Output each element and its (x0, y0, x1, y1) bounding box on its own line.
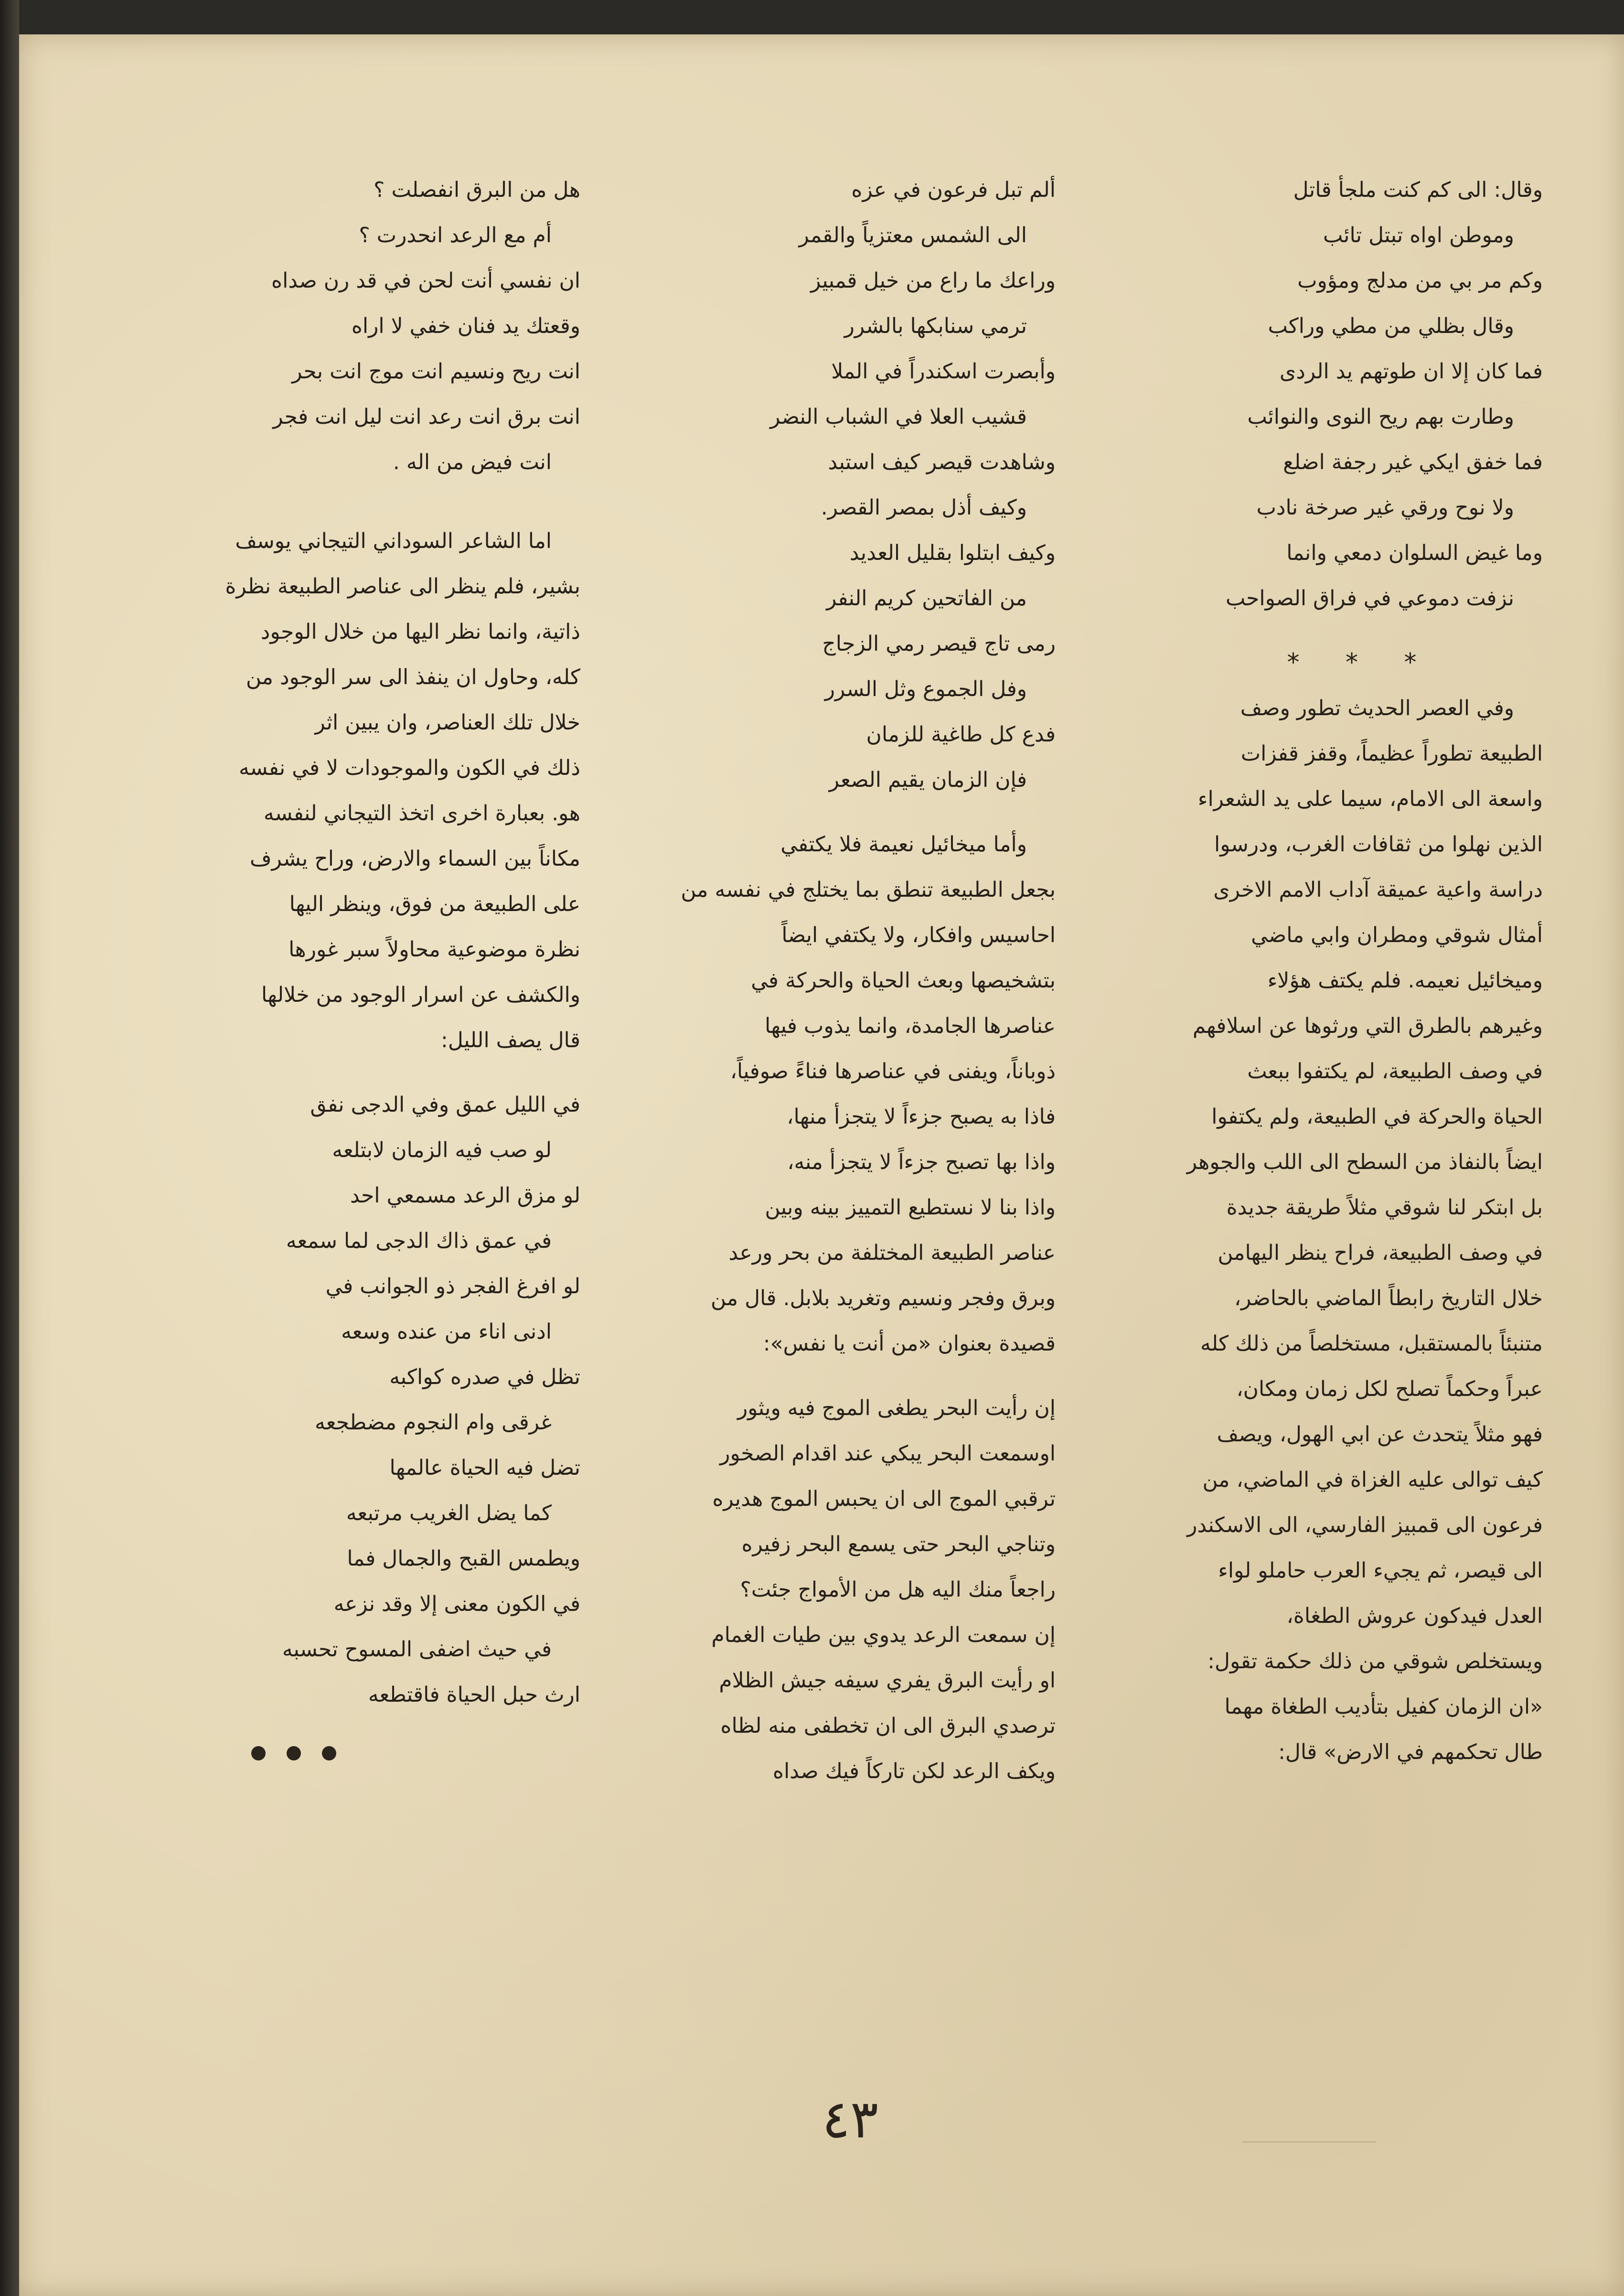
text-line: بشير، فلم ينظر الى عناصر الطبيعة نظرة (225, 574, 580, 599)
text-line: الى قيصر، ثم يجيء العرب حاملو لواء (1218, 1558, 1543, 1583)
text-line: وأبصرت اسكندراً في الملا (831, 359, 1056, 384)
text-line: عناصر الطبيعة المختلفة من بحر ورعد (728, 1241, 1056, 1265)
ornament-dot (251, 1746, 266, 1760)
column-right (1122, 167, 1543, 1775)
ornament-dot (322, 1746, 336, 1760)
text-line: في وصف الطبيعة، فراح ينظر اليهامن (1218, 1241, 1543, 1265)
verse-line-indented: وفل الجموع وثل السرر (824, 677, 1027, 701)
text-line: ترقبي الموج الى ان يحبس الموج هديره (712, 1487, 1056, 1511)
text-line: إن رأيت البحر يطغى الموج فيه ويثور (737, 1396, 1056, 1420)
text-line: واسعة الى الامام، سيما على يد الشعراء (1197, 787, 1543, 811)
text-line: فاذا به يصبح جزءاً لا يتجزأ منها، (787, 1105, 1056, 1129)
text-line: راجعاً منك اليه هل من الأمواج جئت؟ (740, 1577, 1056, 1602)
text-line: انت برق انت رعد انت ليل انت فجر (273, 405, 580, 429)
verse-line-indented: ولا نوح ورقي غير صرخة نادب (1256, 495, 1514, 520)
text-line: الحياة والحركة في الطبيعة، ولم يكتفوا (1211, 1105, 1543, 1129)
text-line: عبراً وحكماً تصلح لكل زمان ومكان، (1236, 1377, 1543, 1401)
magazine-page (19, 34, 1624, 2296)
text-line: ايضاً بالنفاذ من السطح الى اللب والجوهر (1186, 1150, 1543, 1174)
text-line: وشاهدت قيصر كيف استبد (828, 450, 1056, 474)
text-line: رمى تاج قيصر رمي الزجاج (822, 632, 1056, 656)
text-line: طال تحكمهم في الارض» قال: (1278, 1740, 1543, 1764)
text-line: تضل فيه الحياة عالمها (389, 1456, 580, 1480)
text-line: ويكف الرعد لكن تاركاً فيك صداه (772, 1759, 1056, 1783)
text-line: وراعك ما راع من خيل قمبيز (811, 268, 1056, 293)
column-left (160, 167, 580, 1770)
verse-line-indented: الى الشمس معتزياً والقمر (799, 223, 1027, 247)
ornament-dot (287, 1746, 301, 1760)
text-line: دراسة واعية عميقة آداب الامم الاخرى (1213, 878, 1543, 902)
text-line: فدع كل طاغية للزمان (866, 722, 1056, 747)
spacer (160, 1063, 580, 1082)
spacer (160, 485, 580, 518)
verse-line-indented: ترمي سنابكها بالشرر (844, 314, 1027, 338)
text-line: بتشخيصها وبعث الحياة والحركة في (751, 968, 1056, 993)
verse-line-indented: فإن الزمان يقيم الصعر (829, 768, 1027, 792)
text-line: ألم تبل فرعون في عزه (851, 178, 1056, 202)
text-line: وتناجي البحر حتى يسمع البحر زفيره (741, 1532, 1056, 1556)
text-line: فما كان إلا ان طوتهم يد الردى (1279, 359, 1543, 384)
text-line: ذلك في الكون والموجودات لا في نفسه (238, 756, 580, 780)
text-line: وقعتك يد فنان خفي لا اراه (351, 314, 580, 338)
text-line: بجعل الطبيعة تنطق بما يختلج في نفسه من (681, 878, 1056, 902)
section-divider-stars: * * * (1287, 648, 1436, 677)
text-line: ذاتية، وانما نظر اليها من خلال الوجود (260, 620, 580, 644)
spacer (635, 1366, 1056, 1385)
text-line: احاسيس وافكار، ولا يكتفي ايضاً (781, 923, 1056, 947)
faint-stamp (1242, 2108, 1376, 2143)
text-line: وما غيض السلوان دمعي وانما (1286, 541, 1543, 565)
text-line: هو. بعبارة اخرى اتخذ التيجاني لنفسه (263, 801, 580, 826)
text-line: على الطبيعة من فوق، وينظر اليها (289, 892, 580, 916)
end-of-article-dots (160, 1741, 580, 1770)
text-line: قصيدة بعنوان «من أنت يا نفس»: (763, 1331, 1056, 1356)
text-line: اوسمعت البحر يبكي عند اقدام الصخور (720, 1441, 1056, 1466)
verse-line-indented: لو صب فيه الزمان لابتلعه (332, 1138, 552, 1162)
text-line: انت ريح ونسيم انت موج انت بحر (292, 359, 580, 384)
verse-line-indented: أم مع الرعد انحدرت ؟ (359, 223, 552, 247)
text-line: فرعون الى قمبيز الفارسي، الى الاسكندر (1187, 1513, 1543, 1537)
text-line: ان نفسي أنت لحن في قد رن صداه (271, 268, 580, 293)
verse-line-indented: وفي العصر الحديث تطور وصف (1240, 696, 1514, 720)
text-line: بل ابتكر لنا شوقي مثلاً طريقة جديدة (1226, 1195, 1543, 1220)
column-middle (635, 167, 1056, 1794)
text-line: وقال: الى كم كنت ملجأ قاتل (1293, 178, 1543, 202)
text-line: «ان الزمان كفيل بتأديب الطغاة مهما (1224, 1695, 1543, 1719)
text-line: او رأيت البرق يفري سيفه جيش الظلام (719, 1668, 1056, 1693)
verse-line-indented: وموطن اواه تبتل تائب (1323, 223, 1514, 247)
verse-line-indented: غرقى وام النجوم مضطجعه (315, 1410, 552, 1435)
text-line: ذوباناً، ويفنى في عناصرها فناءً صوفياً، (730, 1059, 1056, 1084)
verse-line-indented: في حيث اضفى المسوح تحسبه (282, 1637, 552, 1662)
text-line: نظرة موضوعية محاولاً سبر غورها (288, 937, 580, 962)
text-line: كله، وحاول ان ينفذ الى سر الوجود من (246, 665, 580, 689)
text-line: فهو مثلاً يتحدث عن ابي الهول، ويصف (1217, 1422, 1543, 1447)
text-line: ترصدي البرق الى ان تخطفى منه لظاه (720, 1714, 1056, 1738)
verse-line-indented: نزفت دموعي في فراق الصواحب (1225, 586, 1514, 611)
text-line: وكيف ابتلوا بقليل العديد (849, 541, 1056, 565)
text-line: خلال التاريخ رابطاً الماضي بالحاضر، (1234, 1286, 1543, 1310)
verse-line-indented: انت فيض من اله . (393, 450, 552, 474)
text-line: هل من البرق انفصلت ؟ (374, 178, 580, 202)
text-line: وغيرهم بالطرق التي ورثوها عن اسلافهم (1192, 1014, 1543, 1038)
text-line: لو افرغ الفجر ذو الجوانب في (325, 1274, 580, 1298)
text-line: واذا بنا لا نستطيع التمييز بينه وبين (765, 1195, 1056, 1220)
spacer (635, 803, 1056, 822)
verse-line-indented: وأما ميخائيل نعيمة فلا يكتفي (780, 832, 1027, 857)
text-line: الطبيعة تطوراً عظيماً، وقفز قفزات (1240, 741, 1543, 766)
verse-line-indented: في عمق ذاك الدجى لما سمعه (286, 1229, 552, 1253)
text-line: خلال تلك العناصر، وان يبين اثر (315, 710, 580, 735)
text-line: ويطمس القبح والجمال فما (347, 1546, 580, 1571)
text-line: وكم مر بي من مدلج ومؤوب (1297, 268, 1543, 293)
text-line: عناصرها الجامدة، وانما يذوب فيها (764, 1014, 1056, 1038)
text-line: في الكون معنى إلا وقد نزعه (333, 1592, 580, 1616)
verse-line-indented: من الفاتحين كريم النفر (826, 586, 1027, 611)
text-line: لو مزق الرعد مسمعي احد (350, 1183, 580, 1208)
text-line: فما خفق ايكي غير رجفة اضلع (1283, 450, 1543, 474)
verse-line-indented: اما الشاعر السوداني التيجاني يوسف (235, 529, 552, 553)
text-line: وبرق وفجر ونسيم وتغريد بلابل. قال من (711, 1286, 1056, 1310)
text-line: والكشف عن اسرار الوجود من خلالها (261, 983, 580, 1007)
verse-line-indented: قشيب العلا في الشباب النضر (770, 405, 1027, 429)
text-line: أمثال شوقي ومطران وابي ماضي (1251, 923, 1543, 947)
verse-line-indented: ادنى اناء من عنده وسعه (341, 1320, 552, 1344)
text-line: في وصف الطبيعة، لم يكتفوا ببعث (1247, 1059, 1543, 1084)
spacer (1122, 621, 1543, 640)
text-line: الذين نهلوا من ثقافات الغرب، ودرسوا (1214, 832, 1543, 857)
text-line: كيف توالى عليه الغزاة في الماضي، من (1202, 1468, 1543, 1492)
text-line: واذا بها تصبح جزءاً لا يتجزأ منه، (787, 1150, 1056, 1174)
text-line: متنبئاً بالمستقبل، مستخلصاً من ذلك كله (1200, 1331, 1543, 1356)
page-number: ٤٣ (822, 2089, 879, 2150)
verse-line-indented: وقال بظلي من مطي وراكب (1268, 314, 1514, 338)
text-line: مكاناً بين السماء والارض، وراح يشرف (249, 847, 580, 871)
verse-line-indented: وكيف أذل بمصر القصر. (821, 495, 1027, 520)
text-line: ارث حبل الحياة فاقتطعه (368, 1683, 580, 1707)
text-line: تظل في صدره كواكبه (389, 1365, 580, 1389)
text-line: إن سمعت الرعد يدوي بين طيات الغمام (711, 1623, 1056, 1647)
text-line: ويستخلص شوقي من ذلك حكمة تقول: (1207, 1649, 1543, 1674)
text-line: العدل فيدكون عروش الطغاة، (1286, 1604, 1543, 1628)
text-line: قال يصف الليل: (441, 1028, 580, 1052)
verse-line-indented: كما يضل الغريب مرتبعه (346, 1501, 552, 1525)
binding-edge (0, 0, 19, 2296)
verse-line-indented: وطارت بهم ريح النوى والنوائب (1247, 405, 1514, 429)
text-line: وميخائيل نعيمه. فلم يكتف هؤلاء (1267, 968, 1543, 993)
text-line: في الليل عمق وفي الدجى نفق (310, 1093, 580, 1117)
